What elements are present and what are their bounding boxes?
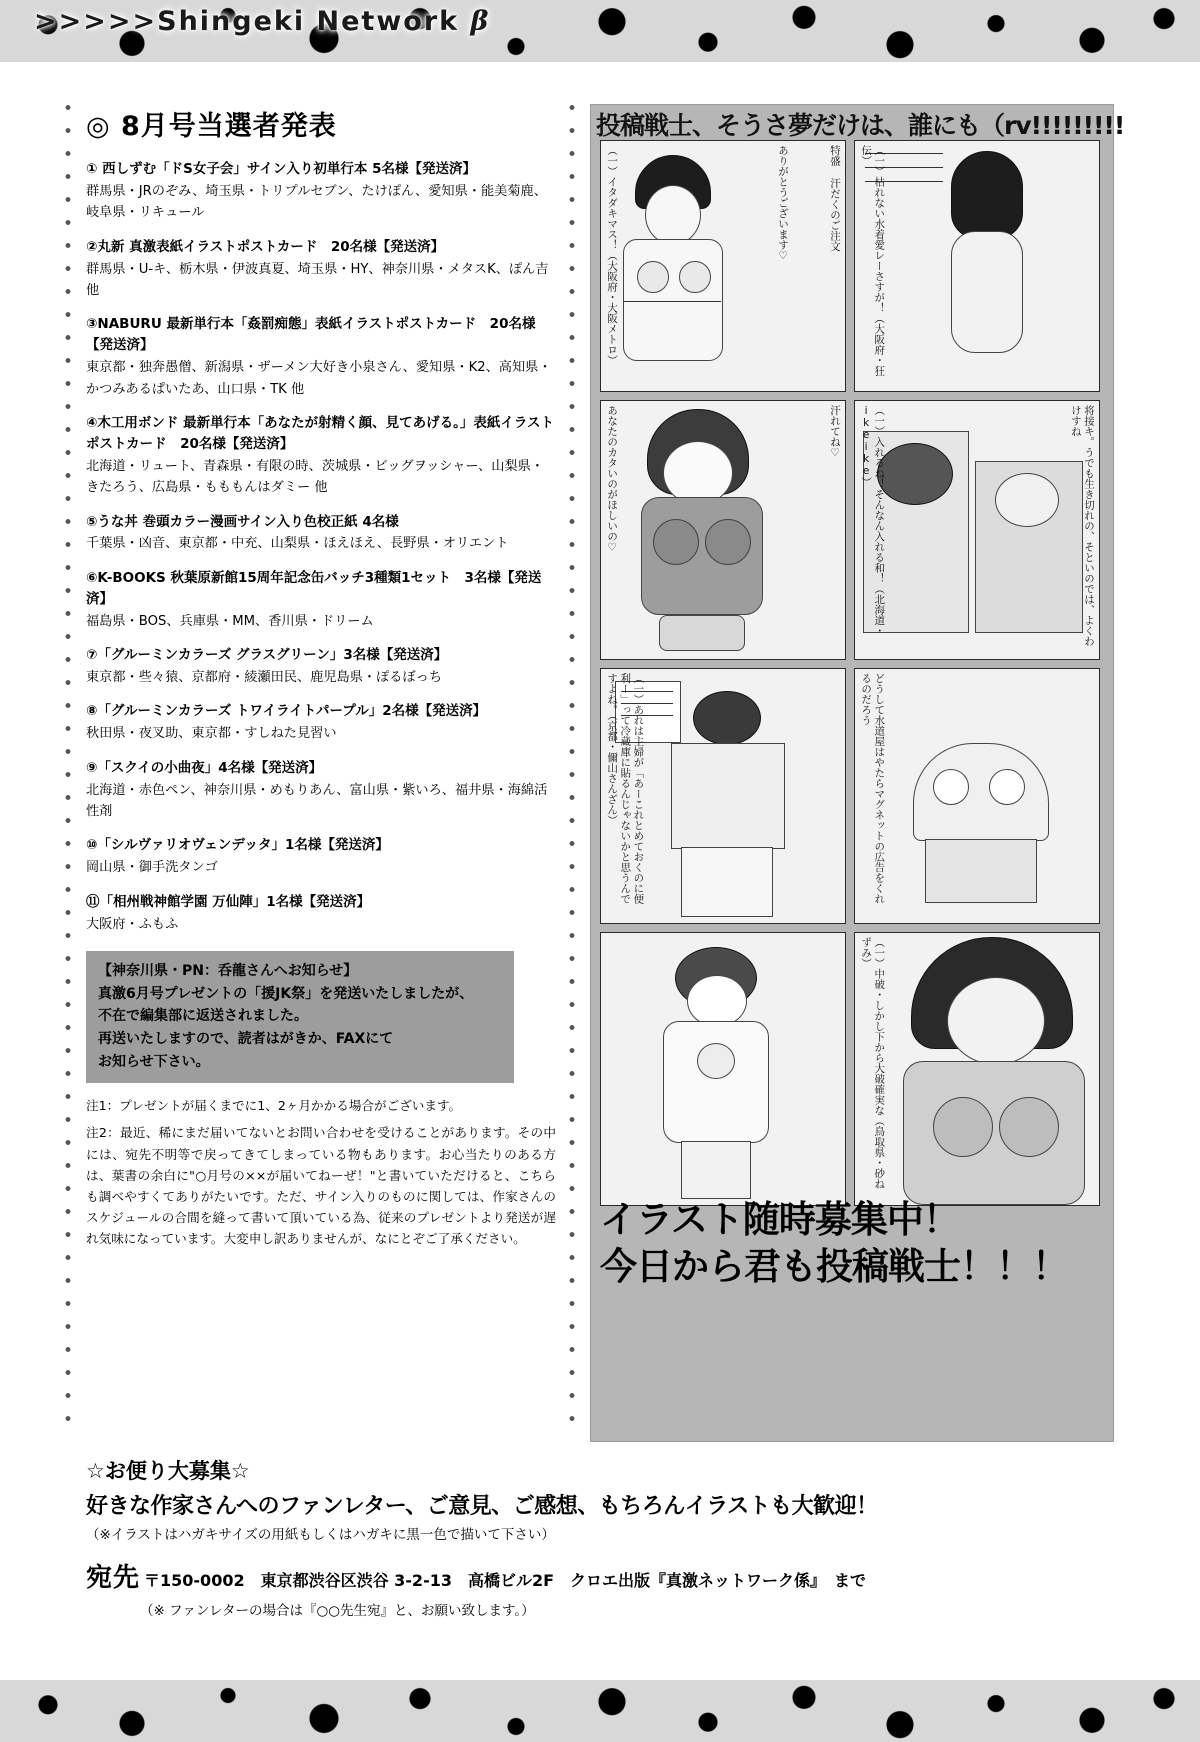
art-cell [854, 140, 1100, 392]
sketch-figure [601, 401, 845, 659]
art-row [600, 668, 1100, 924]
dot-rule-middle [566, 96, 578, 1436]
sketch-figure [855, 401, 1099, 659]
winner-names: 千葉県・凶音、東京都・中充、山梨県・ほえほえ、長野県・オリエント [86, 536, 509, 552]
winner-names: 東京都・独奔愚僧、新潟県・ザーメン大好き小泉さん、愛知県・K2、高知県・かつみあるぱいたあ、山口県・TK 他 [86, 360, 552, 397]
winner-entry [86, 568, 556, 632]
art-caption: （一）あれは主婦が「あーこれとめておくのに便利ー」って冷蔵庫に貼るんじゃないかと思うんですよね。（京都・儞山さんざん） [606, 673, 645, 904]
winner-names: 岡山県・御手洗タンゴ [86, 860, 218, 876]
dot-rule-left [62, 96, 74, 1436]
winner-prize: ⑥K-BOOKS 秋葉原新館15周年記念缶バッチ3種類1セット 3名様【発送済】 [86, 569, 542, 607]
art-row [600, 140, 1100, 392]
art-caption: （一）枯れない水着愛レーさすが！（大阪府・狂伝） [860, 145, 886, 376]
mail-call-heading: ☆お便り大募集☆ [86, 1459, 250, 1483]
art-caption-extra: ありがとうございます♡ [777, 145, 789, 262]
address-value: 〒150-0002 東京都渋谷区渋谷 3-2-13 高橋ビル2F クロエ出版『真激ネットワーク係』 まで [144, 1571, 867, 1590]
art-caption: （一）中破・しかし下から大破確実な（鳥取県・砂ねずみ） [860, 937, 886, 1189]
winner-prize: ⑩「シルヴァリオヴェンデッタ」1名様【発送済】 [86, 837, 389, 854]
notice-line: お知らせ下さい。 [98, 1053, 210, 1070]
art-caption-extra: 将接キ。うでも生き切れの、そといのでは、よくわけすね [1069, 405, 1095, 647]
page-title: ◎ 8月号当選者発表 [86, 111, 337, 142]
sketch-figure [601, 141, 845, 391]
winner-names: 群馬県・U-キ、栃木県・伊波真夏、埼玉県・HY、神奈川県・メタスK、ぽん吉 他 [86, 261, 549, 298]
submission-call-line-1: イラスト随時募集中！ [600, 1198, 959, 1241]
art-caption-extra: 汗れてね♡ [829, 405, 841, 459]
sketch-figure [855, 933, 1099, 1205]
art-cell [600, 140, 846, 392]
art-cell [854, 400, 1100, 660]
winner-entry [86, 512, 556, 555]
address-label: 宛先 [86, 1563, 141, 1593]
mail-call-note: （※イラストはハガキサイズの用紙もしくはハガキに黒一色で描いて下さい） [86, 1527, 555, 1543]
winner-prize: ⑦「グルーミンカラーズ グラスグリーン」3名様【発送済】 [86, 647, 448, 664]
bottom-decorative-band [0, 1680, 1200, 1742]
notice-line: 【神奈川県・PN：呑龍さんへお知らせ】 [98, 962, 358, 979]
masthead-text: Shingeki Network [157, 6, 460, 37]
winner-prize: ③NABURU 最新単行本「姦罰痴態」表紙イラストポストカード 20名様【発送済】 [86, 316, 536, 354]
art-cell [854, 932, 1100, 1206]
art-cell [600, 668, 846, 924]
winner-prize: ⑨「スクイの小曲夜」4名様【発送済】 [86, 759, 323, 776]
notice-line: 真激6月号プレゼントの「援JK祭」を発送いたしましたが、 [98, 985, 474, 1002]
winner-prize: ④木工用ボンド 最新単行本「あなたが射精く顔、見てあげる。」表紙イラストポストカード 20名様【発送済】 [86, 414, 554, 452]
art-caption-title: 特盛 汗だくのご注文 [829, 145, 841, 252]
winner-names: 群馬県・JRのぞみ、埼玉県・トリプルセブン、たけぽん、愛知県・能美菊鹿、岐阜県・リキュール [86, 183, 547, 221]
notice-line: 再送いたしますので、読者はがきか、FAXにて [98, 1030, 394, 1047]
winner-entry [86, 892, 556, 935]
winner-prize: ⑤うな丼 巻頭カラー漫画サイン入り色校正紙 4名様 [86, 513, 399, 530]
winner-names: 福島県・BOS、兵庫県・MM、香川県・ドリーム [86, 613, 374, 629]
winners-column [86, 104, 556, 1255]
winner-names: 秋田県・夜叉助、東京都・すしねた見習い [86, 726, 337, 742]
art-cell [600, 400, 846, 660]
art-cell [600, 932, 846, 1206]
address-row [86, 1557, 1106, 1594]
winner-prize: ⑧「グルーミンカラーズ トワイライトパープル」2名様【発送済】 [86, 703, 487, 720]
masthead-beta: β [470, 6, 491, 37]
art-caption: （一）イタダキマス！（大阪府・大阪メトロ） [606, 145, 619, 366]
winner-names: 東京都・些々猿、京都府・綾瀬田民、鹿児島県・ぽるぼっち [86, 669, 443, 685]
art-caption: あなたのカタいのがほしいの♡ [606, 405, 619, 554]
winner-entry [86, 314, 556, 400]
winner-entry [86, 701, 556, 744]
art-cell [854, 668, 1100, 924]
mail-call-block [86, 1455, 1106, 1619]
notice-line: 不在で編集部に返送されました。 [98, 1008, 308, 1025]
winner-prize: ① 西しずむ「ドS女子会」サイン入り初単行本 5名様【発送済】 [86, 161, 477, 177]
winner-names: 大阪府・ふもふ [86, 916, 179, 932]
sketch-figure [855, 669, 1099, 923]
art-caption: （一）入れるね！そんなん入れる和！（北海道・ikeike） [860, 405, 886, 636]
winner-entry [86, 645, 556, 688]
art-panel-title: 投稿戦士、そうさ夢だけは、誰にも（rv!!!!!!!!! [596, 111, 1125, 140]
mail-call-subheading: 好きな作家さんへのファンレター、ご意見、ご感想、もちろんイラストも大歓迎！ [86, 1494, 878, 1519]
art-caption: どうして水道屋はやたらマグネットの広告をくれるのだろう [860, 673, 886, 904]
winner-entry [86, 159, 556, 224]
footnote-1: 注1：プレゼントが届くまでに1、2ヶ月かかる場合がございます。 [86, 1098, 462, 1114]
art-cell-grid [600, 140, 1100, 1214]
winner-entry [86, 237, 556, 302]
footnote-2: 注2：最近、稀にまだ届いてないとお問い合わせを受けることがあります。その中には、宛先不明等で戻ってきてしまっている物もあります。お心当たりのある方は、葉書の余白に"○月号の××が届いてねーぜ！"と書いていただけると、こちらも調べやすくてありがたいです。ただ、サイン入りのものに関しては、作家さんのスケジュールの合間を縫って書いて頂いている為、従来のプレゼントより発送が遅れ気味になっています。大変申し訳ありませんが、なにとぞご了承ください。 [86, 1125, 556, 1247]
notice-box [86, 951, 514, 1083]
submission-call [600, 1196, 1100, 1291]
winner-entry [86, 835, 556, 878]
art-row [600, 932, 1100, 1206]
winner-names: 北海道・赤色ペン、神奈川県・めもりあん、富山県・紫いろ、福井県・海綿活性剤 [86, 782, 548, 819]
submission-call-line-2: 今日から君も投稿戦士！！！ [600, 1245, 1068, 1289]
sketch-figure [601, 933, 845, 1205]
masthead-arrows: >>>>> [34, 6, 158, 37]
art-row [600, 400, 1100, 660]
sketch-figure [855, 141, 1099, 391]
winner-names: 北海道・リュート、青森県・有限の時、茨城県・ビッグヲッシャー、山梨県・きたろう、広島県・もももんはダミー 他 [86, 458, 544, 496]
masthead [34, 6, 490, 37]
winner-entry [86, 413, 556, 499]
winner-entry [86, 758, 556, 823]
winner-prize: ②丸新 真激表紙イラストポストカード 20名様【発送済】 [86, 238, 445, 255]
address-note: （※ ファンレターの場合は『○○先生宛』と、お願い致します。） [140, 1603, 535, 1619]
winner-prize: ⑪「相州戦神館学園 万仙陣」1名様【発送済】 [86, 893, 371, 910]
